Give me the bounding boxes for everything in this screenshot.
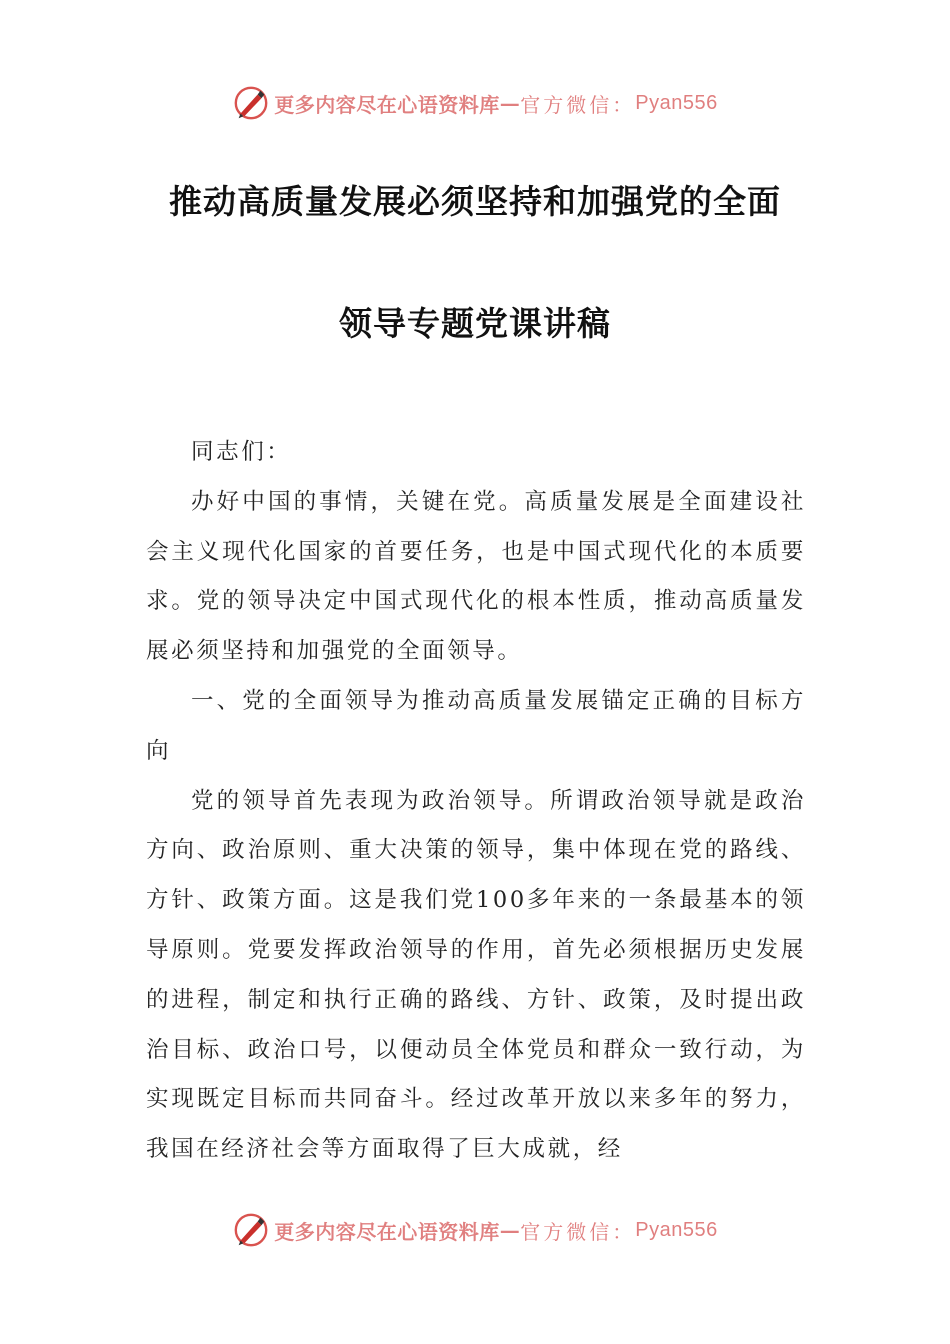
- footer-watermark-banner: [0, 1210, 950, 1250]
- document-body: [146, 428, 806, 1175]
- banner-wechat-label: 官方微信：: [520, 92, 636, 117]
- document-title-line-2: 领导专题党课讲稿: [339, 304, 611, 343]
- banner-separator: —: [499, 1218, 521, 1242]
- header-watermark-banner: [0, 83, 950, 123]
- paragraph-intro: 办好中国的事情，关键在党。高质量发展是全面建设社会主义现代化国家的首要任务，也是中国式现代化的本质要求。党的领导决定中国式现代化的根本性质，推动高质量发展必须坚持和加强党的全面领导。: [146, 488, 806, 665]
- salutation: 同志们：: [191, 439, 292, 465]
- document-title-line-1: 推动高质量发展必须坚持和加强党的全面: [169, 182, 781, 221]
- banner-wechat-id: Pyan556: [635, 1218, 718, 1241]
- pen-logo-icon: [232, 1211, 270, 1249]
- pen-logo-icon: [232, 84, 270, 122]
- banner-separator: —: [499, 91, 521, 115]
- banner-main-text: 更多内容尽在心语资料库: [274, 1219, 500, 1244]
- banner-main-text: 更多内容尽在心语资料库: [274, 92, 500, 117]
- section-heading-1: 一、党的全面领导为推动高质量发展锚定正确的目标方向: [146, 687, 806, 764]
- banner-wechat-label: 官方微信：: [520, 1219, 636, 1244]
- banner-wechat-id: Pyan556: [635, 91, 718, 114]
- paragraph-political-leadership: 党的领导首先表现为政治领导。所谓政治领导就是政治方向、政治原则、重大决策的领导，集中体现在党的路线、方针、政策方面。这是我们党100多年来的一条最基本的领导原则。党要发挥政治领导的作用，首先必须根据历史发展的进程，制定和执行正确的路线、方针、政策，及时提出政治目标、政治口号，以便动员全体党员和群众一致行动，为实现既定目标而共同奋斗。经过改革开放以来多年的努力，我国在经济社会等方面取得了巨大成就，经: [146, 787, 806, 1163]
